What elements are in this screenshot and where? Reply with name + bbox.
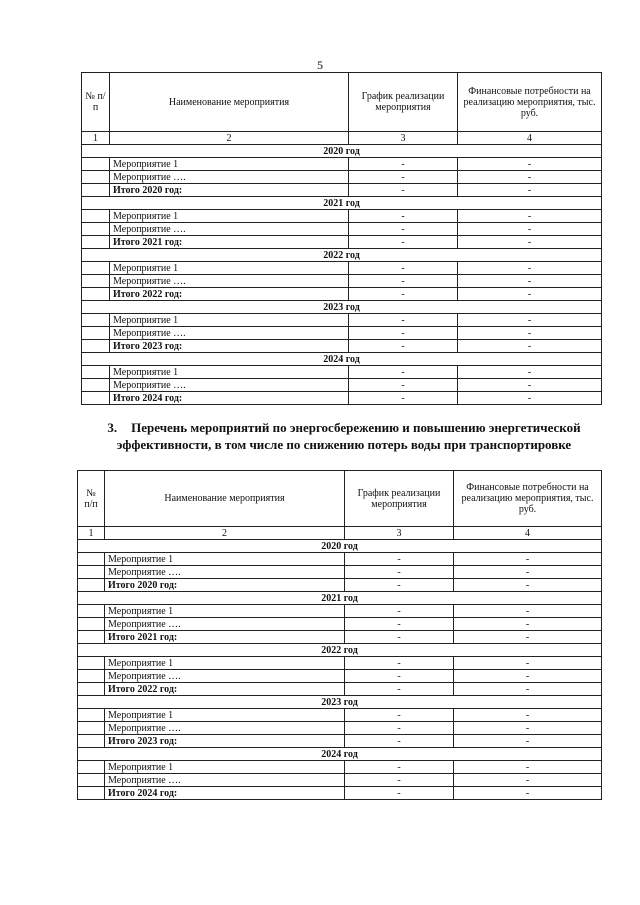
section-number: 3. (107, 420, 118, 435)
measure-name-cell: Мероприятие …. (105, 566, 345, 579)
year-heading: 2022 год (78, 644, 602, 657)
finance-cell: - (458, 340, 602, 353)
total-row (82, 184, 602, 197)
measure-name-cell: Итого 2021 год: (110, 236, 349, 249)
table-row (78, 709, 602, 722)
num-cell (78, 787, 105, 800)
measure-name-cell: Мероприятие 1 (105, 657, 345, 670)
total-row (82, 236, 602, 249)
finance-cell: - (454, 579, 602, 592)
num-cell (82, 327, 110, 340)
finance-cell: - (454, 722, 602, 735)
table-row (78, 774, 602, 787)
year-heading: 2020 год (78, 540, 602, 553)
measure-name-cell: Мероприятие 1 (110, 314, 349, 327)
finance-cell: - (458, 392, 602, 405)
finance-cell: - (454, 631, 602, 644)
year-row (78, 644, 602, 657)
table-row (78, 761, 602, 774)
total-row (78, 631, 602, 644)
finance-cell: - (458, 236, 602, 249)
header-num: № п/п (78, 471, 105, 527)
total-row (82, 392, 602, 405)
total-row (78, 579, 602, 592)
finance-cell: - (458, 184, 602, 197)
finance-cell: - (458, 327, 602, 340)
measures-table-1 (81, 72, 602, 405)
schedule-cell: - (349, 288, 458, 301)
column-index: 2 (105, 527, 345, 540)
measure-name-cell: Мероприятие …. (105, 774, 345, 787)
column-index: 3 (349, 132, 458, 145)
measures-table-2 (77, 470, 602, 800)
year-row (78, 748, 602, 761)
measure-name-cell: Итого 2022 год: (105, 683, 345, 696)
finance-cell: - (458, 288, 602, 301)
finance-cell: - (454, 553, 602, 566)
table-row (78, 657, 602, 670)
num-cell (78, 774, 105, 787)
schedule-cell: - (349, 236, 458, 249)
schedule-cell: - (345, 683, 454, 696)
finance-cell: - (454, 735, 602, 748)
header-name: Наименование мероприятия (110, 73, 349, 132)
schedule-cell: - (349, 314, 458, 327)
num-cell (82, 379, 110, 392)
finance-cell: - (458, 314, 602, 327)
finance-cell: - (458, 158, 602, 171)
measure-name-cell: Мероприятие …. (105, 618, 345, 631)
finance-cell: - (454, 657, 602, 670)
finance-cell: - (454, 683, 602, 696)
measure-name-cell: Мероприятие …. (110, 327, 349, 340)
total-row (82, 288, 602, 301)
column-index: 3 (345, 527, 454, 540)
finance-cell: - (458, 379, 602, 392)
schedule-cell: - (349, 262, 458, 275)
schedule-cell: - (345, 566, 454, 579)
measure-name-cell: Мероприятие …. (110, 379, 349, 392)
year-row (82, 145, 602, 158)
schedule-cell: - (349, 366, 458, 379)
table-row (78, 566, 602, 579)
finance-cell: - (454, 670, 602, 683)
schedule-cell: - (349, 327, 458, 340)
schedule-cell: - (349, 210, 458, 223)
schedule-cell: - (345, 670, 454, 683)
year-heading: 2023 год (82, 301, 602, 314)
schedule-cell: - (349, 223, 458, 236)
header-finance: Финансовые потребности на реализацию мероприятия, тыс. руб. (458, 73, 602, 132)
year-heading: 2020 год (82, 145, 602, 158)
year-heading: 2023 год (78, 696, 602, 709)
schedule-cell: - (349, 158, 458, 171)
year-row (78, 540, 602, 553)
num-cell (78, 735, 105, 748)
column-index: 1 (82, 132, 110, 145)
total-row (78, 683, 602, 696)
measure-name-cell: Мероприятие …. (110, 171, 349, 184)
measure-name-cell: Итого 2022 год: (110, 288, 349, 301)
year-heading: 2022 год (82, 249, 602, 262)
num-cell (78, 579, 105, 592)
table-row (82, 262, 602, 275)
measure-name-cell: Итого 2023 год: (110, 340, 349, 353)
table-row (82, 379, 602, 392)
table-row (82, 171, 602, 184)
finance-cell: - (458, 366, 602, 379)
schedule-cell: - (345, 553, 454, 566)
table-row (82, 314, 602, 327)
table-row (78, 553, 602, 566)
num-cell (78, 683, 105, 696)
num-cell (82, 288, 110, 301)
finance-cell: - (454, 774, 602, 787)
num-cell (78, 631, 105, 644)
num-cell (82, 236, 110, 249)
year-heading: 2024 год (78, 748, 602, 761)
num-cell (82, 340, 110, 353)
schedule-cell: - (345, 605, 454, 618)
finance-cell: - (458, 171, 602, 184)
year-heading: 2021 год (82, 197, 602, 210)
table-row (82, 366, 602, 379)
measure-name-cell: Мероприятие 1 (110, 210, 349, 223)
table-row (78, 618, 602, 631)
year-row (82, 353, 602, 366)
finance-cell: - (458, 223, 602, 236)
column-index: 4 (454, 527, 602, 540)
schedule-cell: - (349, 392, 458, 405)
column-index: 2 (110, 132, 349, 145)
table-row (78, 670, 602, 683)
year-heading: 2024 год (82, 353, 602, 366)
year-row (78, 592, 602, 605)
schedule-cell: - (345, 579, 454, 592)
num-cell (82, 158, 110, 171)
table-row (82, 223, 602, 236)
finance-cell: - (454, 566, 602, 579)
finance-cell: - (454, 618, 602, 631)
total-row (78, 735, 602, 748)
num-cell (78, 722, 105, 735)
year-row (82, 249, 602, 262)
num-cell (78, 566, 105, 579)
num-cell (82, 366, 110, 379)
table-row (82, 158, 602, 171)
num-cell (78, 761, 105, 774)
table-row (78, 722, 602, 735)
num-cell (78, 670, 105, 683)
measure-name-cell: Итого 2021 год: (105, 631, 345, 644)
header-schedule: График реализации мероприятия (349, 73, 458, 132)
section-3-title (84, 419, 604, 453)
measure-name-cell: Итого 2023 год: (105, 735, 345, 748)
num-cell (78, 657, 105, 670)
table-row (82, 275, 602, 288)
num-cell (82, 171, 110, 184)
num-cell (78, 618, 105, 631)
schedule-cell: - (345, 735, 454, 748)
schedule-cell: - (349, 171, 458, 184)
schedule-cell: - (345, 761, 454, 774)
schedule-cell: - (345, 709, 454, 722)
num-cell (82, 184, 110, 197)
schedule-cell: - (345, 631, 454, 644)
finance-cell: - (458, 210, 602, 223)
schedule-cell: - (345, 618, 454, 631)
schedule-cell: - (349, 184, 458, 197)
num-cell (78, 605, 105, 618)
schedule-cell: - (349, 340, 458, 353)
schedule-cell: - (345, 657, 454, 670)
header-finance: Финансовые потребности на реализацию мероприятия, тыс. руб. (454, 471, 602, 527)
measure-name-cell: Мероприятие 1 (105, 553, 345, 566)
measure-name-cell: Итого 2024 год: (110, 392, 349, 405)
num-cell (82, 314, 110, 327)
measure-name-cell: Мероприятие 1 (110, 158, 349, 171)
header-name: Наименование мероприятия (105, 471, 345, 527)
measure-name-cell: Мероприятие 1 (105, 605, 345, 618)
num-cell (78, 709, 105, 722)
section-title-text: Перечень мероприятий по энергосбережению и повышению энергетической эффективности, в том числе по снижению потерь воды при транспортировке (116, 420, 581, 452)
year-row (78, 696, 602, 709)
finance-cell: - (454, 761, 602, 774)
table-row (82, 327, 602, 340)
finance-cell: - (458, 275, 602, 288)
schedule-cell: - (349, 275, 458, 288)
total-row (78, 787, 602, 800)
measure-name-cell: Мероприятие 1 (105, 761, 345, 774)
year-row (82, 197, 602, 210)
column-index: 4 (458, 132, 602, 145)
num-cell (82, 262, 110, 275)
measure-name-cell: Мероприятие 1 (110, 262, 349, 275)
schedule-cell: - (349, 379, 458, 392)
num-cell (82, 223, 110, 236)
num-cell (82, 392, 110, 405)
total-row (82, 340, 602, 353)
measure-name-cell: Мероприятие …. (110, 223, 349, 236)
measure-name-cell: Мероприятие …. (105, 722, 345, 735)
finance-cell: - (454, 605, 602, 618)
table-row (78, 605, 602, 618)
year-row (82, 301, 602, 314)
measure-name-cell: Итого 2024 год: (105, 787, 345, 800)
schedule-cell: - (345, 787, 454, 800)
column-index: 1 (78, 527, 105, 540)
measure-name-cell: Итого 2020 год: (105, 579, 345, 592)
schedule-cell: - (345, 722, 454, 735)
header-schedule: График реализации мероприятия (345, 471, 454, 527)
measure-name-cell: Мероприятие 1 (105, 709, 345, 722)
table-row (82, 210, 602, 223)
measure-name-cell: Мероприятие 1 (110, 366, 349, 379)
num-cell (82, 275, 110, 288)
finance-cell: - (454, 787, 602, 800)
schedule-cell: - (345, 774, 454, 787)
measure-name-cell: Мероприятие …. (105, 670, 345, 683)
header-num: № п/п (82, 73, 110, 132)
num-cell (82, 210, 110, 223)
measure-name-cell: Мероприятие …. (110, 275, 349, 288)
year-heading: 2021 год (78, 592, 602, 605)
page-number: 5 (317, 58, 323, 72)
num-cell (78, 553, 105, 566)
finance-cell: - (454, 709, 602, 722)
measure-name-cell: Итого 2020 год: (110, 184, 349, 197)
finance-cell: - (458, 262, 602, 275)
